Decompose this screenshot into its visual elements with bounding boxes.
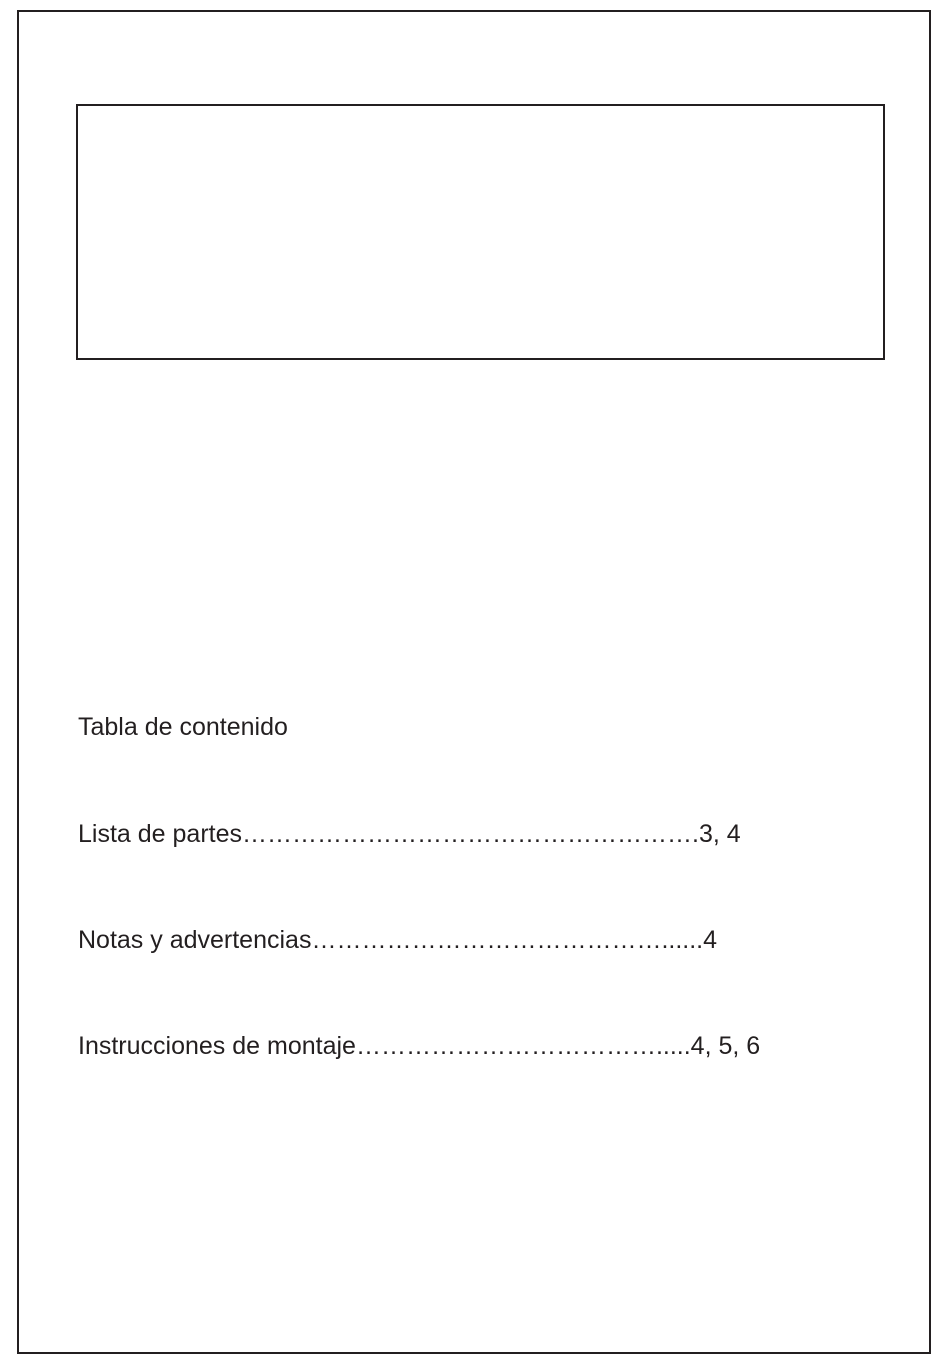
toc-entry-pages: 3, 4 [698,820,741,848]
toc-entry-pages: 4, 5, 6 [690,1032,761,1060]
toc-entry-title: Lista de partes [78,820,242,848]
toc-heading: Tabla de contenido [78,713,288,741]
toc-entry-instrucciones-de-montaje [78,1031,760,1061]
toc-entry-lista-de-partes [78,819,741,849]
toc-entry-leader: ………………………………..... [355,1032,691,1060]
toc-entry-pages: 4 [703,926,718,954]
toc-entry-notas-y-advertencias [78,925,717,955]
toc-entry-title: Notas y advertencias [78,926,312,954]
toc-entry-title: Instrucciones de montaje [78,1032,356,1060]
toc-entry-leader: ………………………………………………. [242,820,699,848]
toc-entry-leader: ……………………………………...... [311,926,704,954]
title-box [76,104,885,360]
